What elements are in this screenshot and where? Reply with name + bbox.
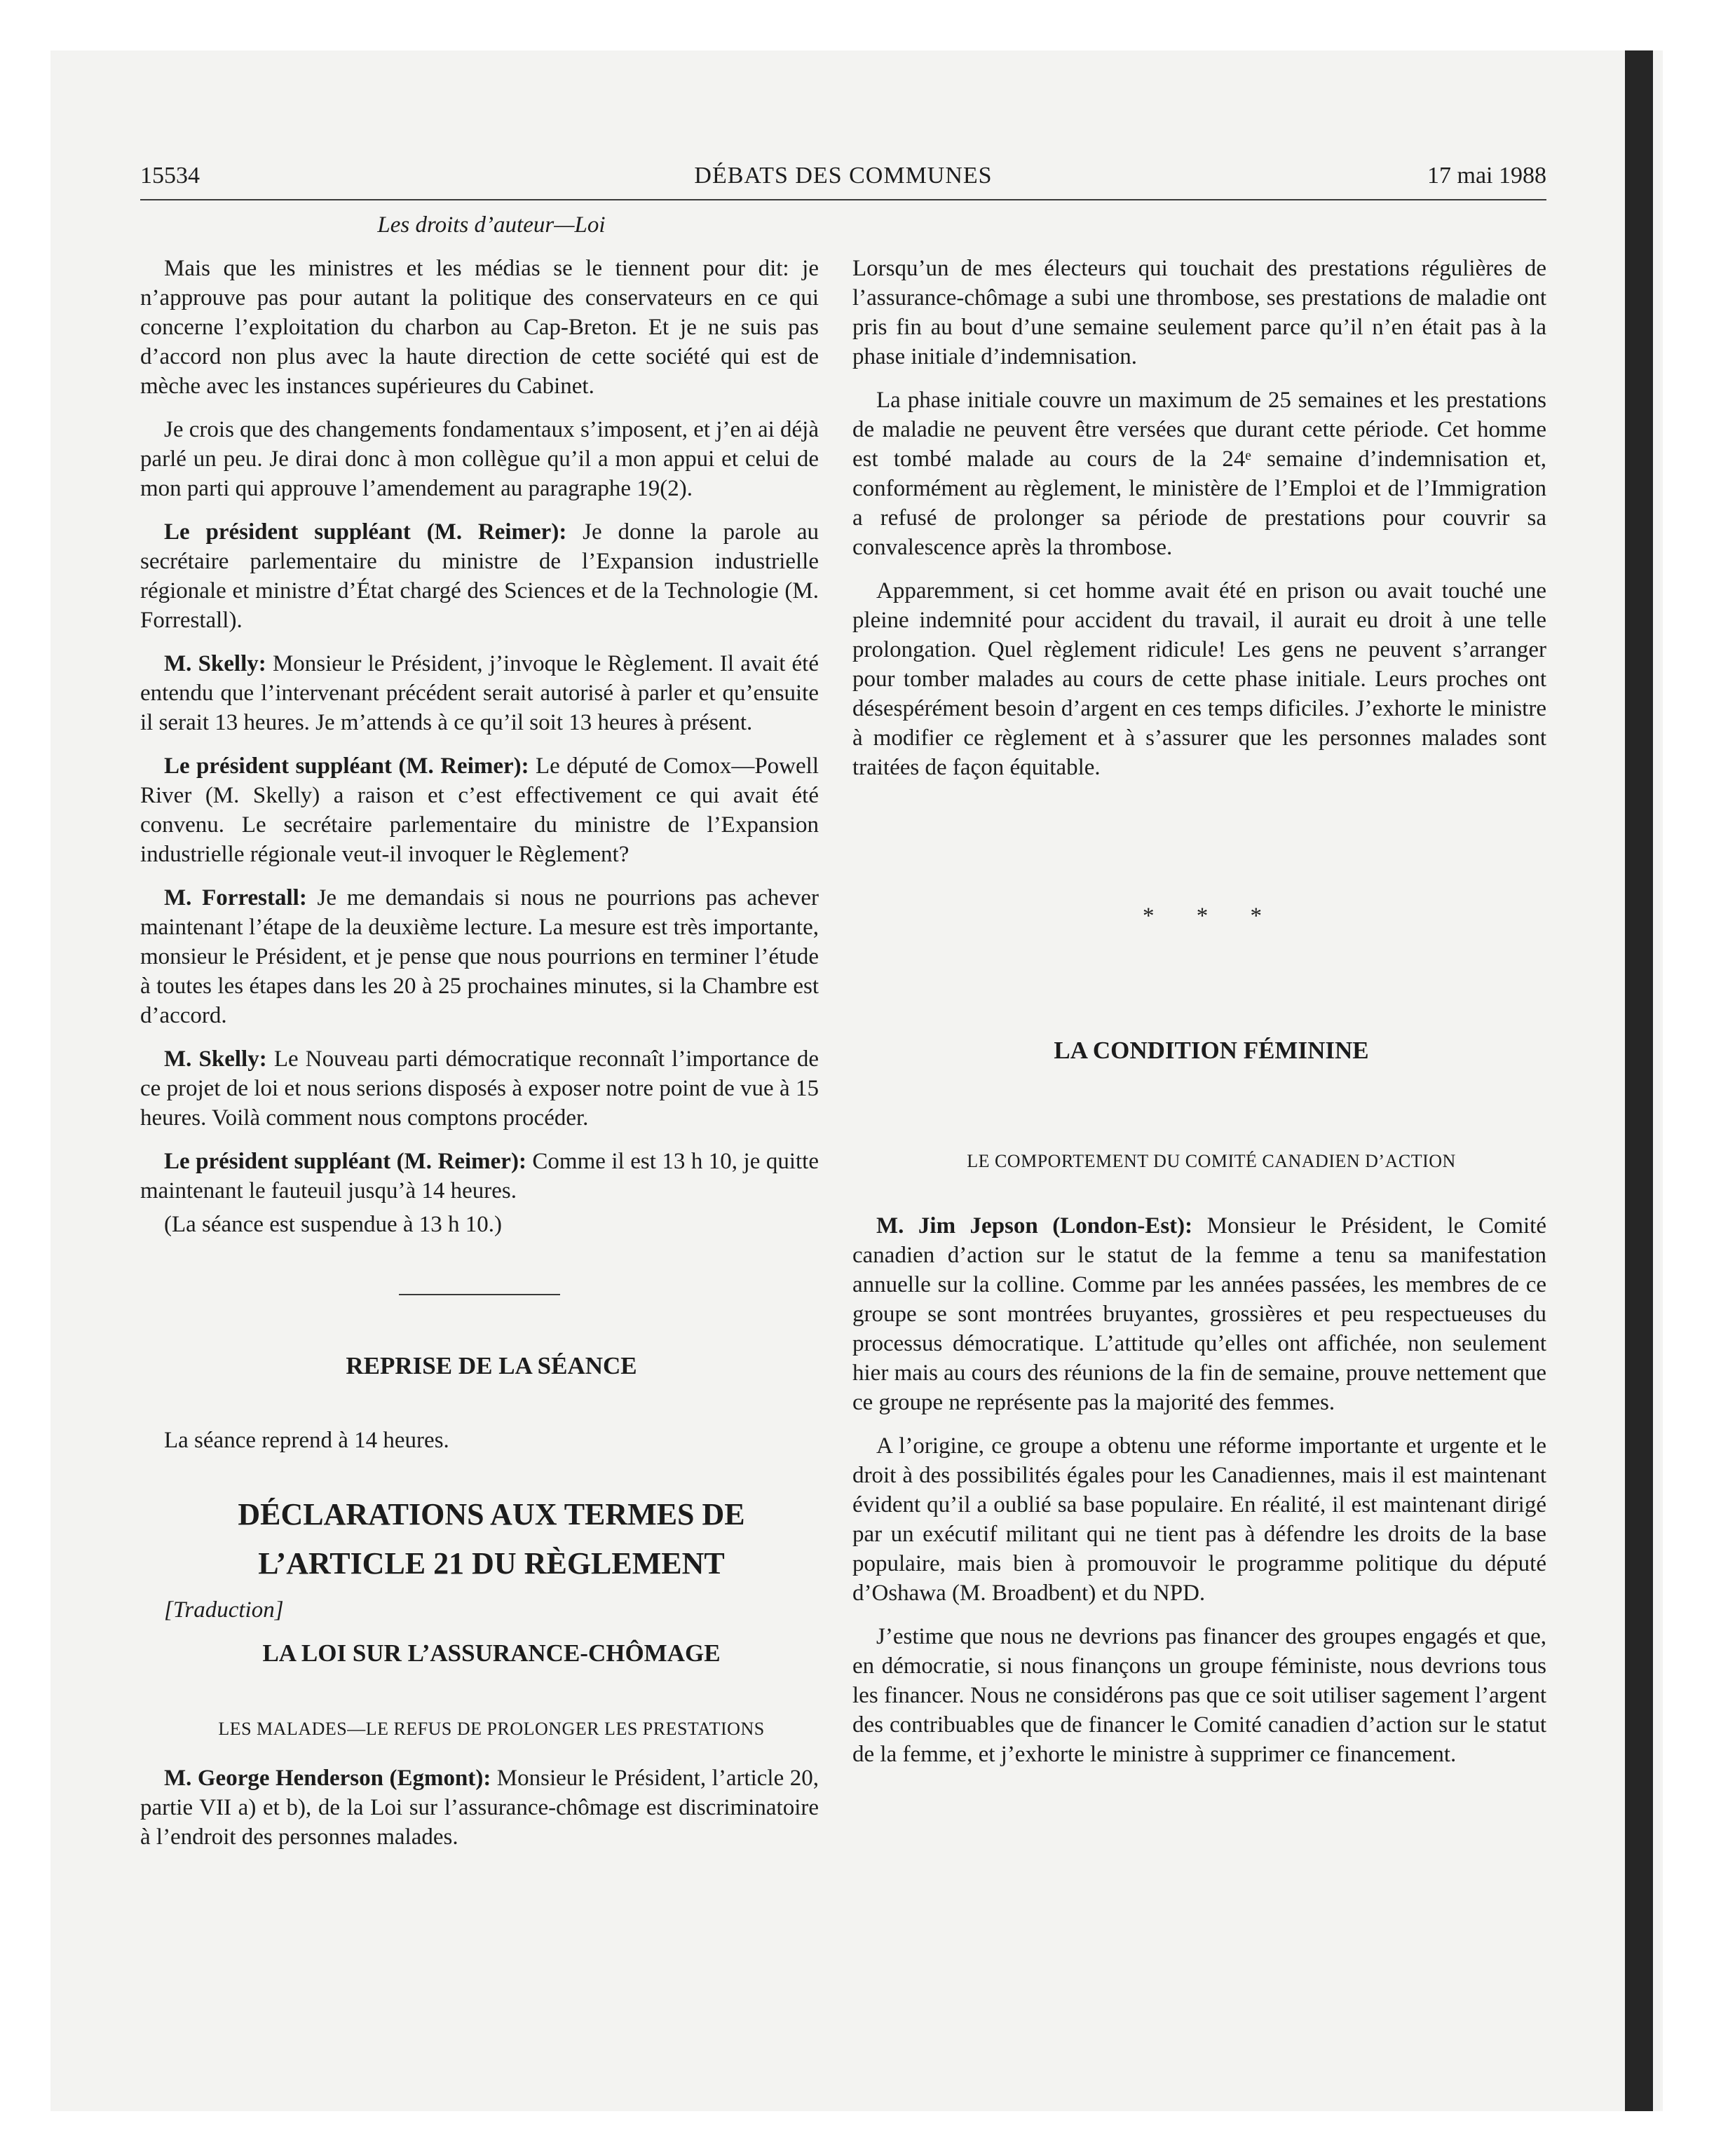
section-separator-stars: * * * bbox=[1143, 903, 1280, 929]
paragraph bbox=[140, 883, 819, 1030]
speaker-name: Le président suppléant (M. Reimer): bbox=[164, 753, 529, 779]
section-heading-condition: LA CONDITION FÉMININE bbox=[1054, 1037, 1369, 1064]
paragraph: Mais que les ministres et les médias se le tiennent pour dit: je n’approuve pas pour autant la politique des conservateurs en ce qui concerne l’exploitation du charbon au Cap-Breton. Et je ne suis pas d’accord non plus avec la haute direction de cette société qui est de mèche avec les instances supérieures du Cabinet. bbox=[140, 256, 819, 399]
scan-edge bbox=[1625, 50, 1653, 2111]
speech-text: Monsieur le Président, j’invoque le Règlement. Il avait été entendu que l’intervenant précédent serait autorisé à parler et qu’ensuite il serait 13 heures. Je m’attends à ce qu’il soit 13 heures à présent. bbox=[140, 651, 819, 735]
speech-text: Je donne la parole au secrétaire parlementaire du ministre de l’Expansion industrielle régionale et ministre d’État chargé des Sciences et de la Technologie (M. Forrestall). bbox=[140, 519, 819, 633]
left-column bbox=[140, 210, 819, 1866]
paragraph bbox=[140, 649, 819, 737]
page-header bbox=[140, 163, 1546, 198]
publication-title: DÉBATS DES COMMUNES bbox=[694, 163, 993, 189]
speech-text: Monsieur le Président, le Comité canadien d’action sur le statut de la femme a tenu sa manifestation annuelle sur la colline. Comme par les années passées, les membres de ce groupe se sont montrées bruyantes, grossières et peu respectueuses du processus démocratique. L’attitude qu’elles ont affichée, non seulement hier mais au cours des réunions de la fin de semaine, prouve nettement que ce groupe ne représente pas la majorité des femmes. bbox=[852, 1213, 1546, 1415]
paragraph bbox=[852, 1211, 1546, 1417]
paragraph bbox=[140, 1147, 819, 1206]
paragraph bbox=[140, 517, 819, 635]
paragraph: Je crois que des changements fondamentaux s’imposent, et j’en ai déjà parlé un peu. Je dirai donc à mon collègue qu’il a mon appui et celui de mon parti qui approuve l’amendement au paragraphe 19(2). bbox=[140, 417, 819, 501]
speaker-name: M. Forrestall: bbox=[164, 885, 307, 910]
speech-text: Le Nouveau parti démocratique reconnaît l’importance de ce projet de loi et nous serions disposés à exposer notre point de vue à 15 heures. Voilà comment nous comptons procéder. bbox=[140, 1046, 819, 1131]
speaker-name: Le président suppléant (M. Reimer): bbox=[164, 1149, 526, 1174]
paragraph bbox=[140, 1044, 819, 1133]
paragraph: La séance reprend à 14 heures. bbox=[164, 1428, 449, 1453]
speaker-name: M. Skelly: bbox=[164, 1046, 267, 1072]
speaker-name: Le président suppléant (M. Reimer): bbox=[164, 519, 567, 545]
section-heading-declarations-2: L’ARTICLE 21 DU RÈGLEMENT bbox=[258, 1546, 725, 1581]
paragraph: A l’origine, ce groupe a obtenu une réforme importante et urgente et le droit à des possibilités égales pour les Canadiennes, mais il est maintenant évident qu’il a oublié sa base populaire. En réalité, il est maintenant dirigé par un exécutif militant qui ne tient pas à défendre les droits de la base populaire, mais bien à promouvoir le programme politique du député d’Oshawa (M. Broadbent) et du NPD. bbox=[852, 1433, 1546, 1606]
translation-note: [Traduction] bbox=[164, 1597, 284, 1623]
header-rule bbox=[140, 199, 1546, 200]
speaker-name: M. Skelly: bbox=[164, 651, 266, 676]
speech-text: Le député de Comox—Powell River (M. Skelly) a raison et c’est effectivement ce qui avait été convenu. Le secrétaire parlementaire du ministre de l’Expansion industrielle régionale veut-il invoquer le Règlement? bbox=[140, 753, 819, 867]
paragraph: Lorsqu’un de mes électeurs qui touchait des prestations régulières de l’assurance-chômage a subi une thrombose, ses prestations de maladie ont pris fin au bout d’une semaine seulement parce qu’il n’en était pas à la phase initiale d’indemnisation. bbox=[852, 256, 1546, 369]
right-column bbox=[852, 210, 1546, 1783]
speech-text: Monsieur le Président, l’article 20, partie VII a) et b), de la Loi sur l’assurance-chômage est discriminatoire à l’endroit des personnes malades. bbox=[140, 1766, 819, 1850]
speaker-name: M. Jim Jepson (London-Est): bbox=[876, 1213, 1193, 1239]
paragraph: Apparemment, si cet homme avait été en prison ou avait touché une pleine indemnité pour accident du travail, il aurait eu droit à une telle prolongation. Quel règlement ridicule! Les gens ne peuvent s’arranger pour tomber malades au cours de cette phase initiale. Leurs proches ont désespérément besoin d’argent en ces temps dificiles. J’exhorte le ministre à modifier ce règlement et à s’assurer que les personnes malades sont traitées de façon équitable. bbox=[852, 578, 1546, 780]
subsection-heading-comportement: LE COMPORTEMENT DU COMITÉ CANADIEN D’ACTION bbox=[967, 1151, 1456, 1171]
subsection-heading-loi: LA LOI SUR L’ASSURANCE-CHÔMAGE bbox=[262, 1639, 721, 1667]
speaker-name: M. George Henderson (Egmont): bbox=[164, 1766, 491, 1791]
paragraph: La phase initiale couvre un maximum de 25 semaines et les prestations de maladie ne peuvent être versées que durant cette période. Cet homme est tombé malade au cours de la 24ᵉ semaine d’indemnisation et, conformément au règlement, le ministère de l’Emploi et de l’Immigration a refusé de prolonger sa période de prestations pour couvrir sa convalescence après la thrombose. bbox=[852, 388, 1546, 560]
section-heading-declarations: DÉCLARATIONS AUX TERMES DE bbox=[238, 1497, 745, 1531]
paragraph: (La séance est suspendue à 13 h 10.) bbox=[164, 1212, 502, 1237]
speech-text: Je me demandais si nous ne pourrions pas achever maintenant l’étape de la deuxième lecture. La mesure est très importante, monsieur le Président, et je pense que nous pourrions en terminer l’étude à toutes les étapes dans les 20 à 25 prochaines minutes, si la Chambre est d’accord. bbox=[140, 885, 819, 1028]
page-date: 17 mai 1988 bbox=[1427, 163, 1546, 189]
paragraph: J’estime que nous ne devrions pas financer des groupes engagés et que, en démocratie, si nous finançons un groupe féministe, nous devrions tous les financer. Nous ne considérons pas que ce soit utiliser sagement l’argent des contribuables que de financer le Comité canadien d’action sur le statut de la femme, et j’exhorte le ministre à supprimer ce financement. bbox=[852, 1624, 1546, 1767]
speech-text: Comme il est 13 h 10, je quitte maintenant le fauteuil jusqu’à 14 heures. bbox=[140, 1149, 819, 1203]
running-head: Les droits d’auteur—Loi bbox=[377, 212, 606, 238]
paragraph bbox=[140, 751, 819, 869]
page-number: 15534 bbox=[140, 163, 200, 189]
subsubsection-heading-malades: LES MALADES—LE REFUS DE PROLONGER LES PRESTATIONS bbox=[218, 1719, 765, 1739]
paragraph bbox=[140, 1763, 819, 1852]
section-heading-reprise: REPRISE DE LA SÉANCE bbox=[346, 1352, 637, 1379]
